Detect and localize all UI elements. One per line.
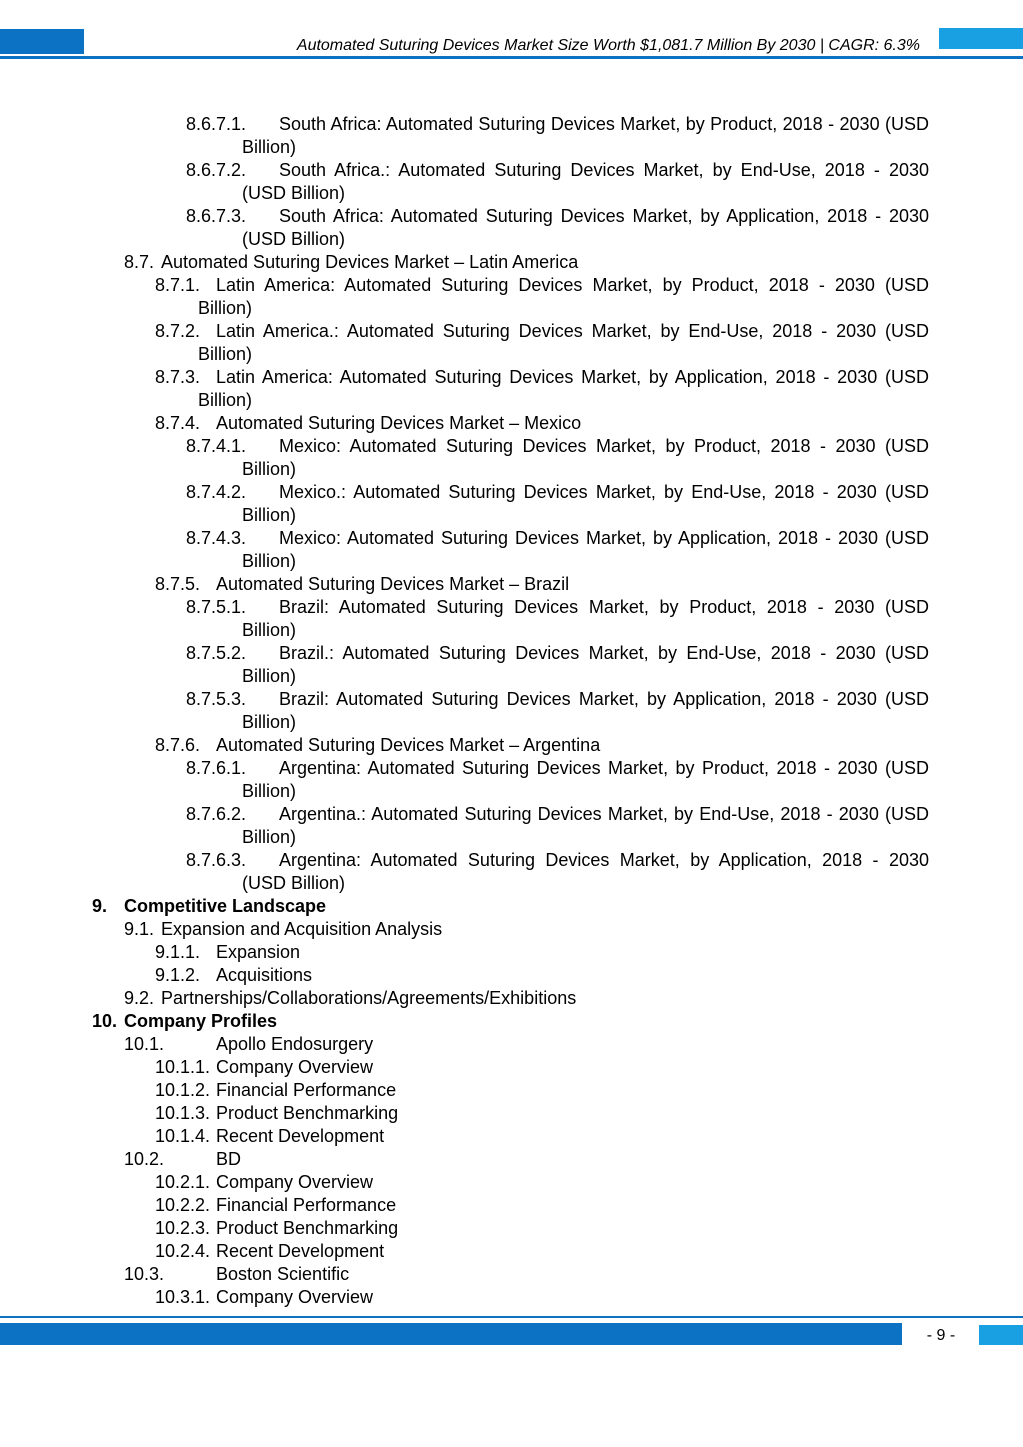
toc-entry-number: 10. — [92, 1011, 118, 1031]
toc-entry-number: 8.7.1. — [155, 275, 201, 295]
footer-accent-block-right — [979, 1325, 1023, 1345]
toc-entry-title: Expansion and Acquisition Analysis — [161, 919, 443, 939]
toc-entry-title: Brazil: Automated Suturing Devices Market, by Application, 2018 - 2030 (USD Billion) — [242, 689, 929, 732]
toc-entry-title: Product Benchmarking — [216, 1103, 399, 1123]
toc-entry-title: Mexico.: Automated Suturing Devices Market, by End-Use, 2018 - 2030 (USD Billion) — [242, 482, 929, 525]
toc-entry-title: BD — [216, 1149, 242, 1169]
toc-entry-number: 8.7.4.1. — [186, 436, 247, 456]
toc-entry-title: Latin America: Automated Suturing Devices Market, by Product, 2018 - 2030 (USD Billion) — [198, 275, 929, 318]
toc-entry-title: Argentina: Automated Suturing Devices Market, by Product, 2018 - 2030 (USD Billion) — [242, 758, 929, 801]
toc-entry-number: 8.7. — [124, 252, 155, 272]
toc-entry-number: 8.7.6.3. — [186, 850, 247, 870]
toc-entry-title: Financial Performance — [216, 1080, 397, 1100]
toc-entry-title: Company Profiles — [124, 1011, 278, 1031]
toc-entry-number: 8.7.5.2. — [186, 643, 247, 663]
toc-entry-title: Acquisitions — [216, 965, 313, 985]
header-title: Automated Suturing Devices Market Size Worth $1,081.7 Million By 2030 | CAGR: 6.3% — [296, 37, 920, 54]
toc-entry-number: 9.2. — [124, 988, 155, 1008]
toc-entry-title: Competitive Landscape — [124, 896, 327, 916]
toc-entry-title: Boston Scientific — [216, 1264, 350, 1284]
toc-entry-number: 8.7.4.3. — [186, 528, 247, 548]
toc-entry-number: 8.7.6.2. — [186, 804, 247, 824]
toc-entry-number: 10.1. — [124, 1034, 165, 1054]
toc-entry-number: 8.6.7.3. — [186, 206, 247, 226]
toc-entry-title: Company Overview — [216, 1287, 374, 1307]
toc-entry-number: 8.7.2. — [155, 321, 201, 341]
toc-entry-title: Mexico: Automated Suturing Devices Market, by Application, 2018 - 2030 (USD Billion) — [242, 528, 929, 571]
toc-entry-number: 8.7.5.1. — [186, 597, 247, 617]
toc-entry-title: Expansion — [216, 942, 301, 962]
toc-entry-number: 10.2.4. — [155, 1241, 211, 1261]
toc-entry-title: Apollo Endosurgery — [216, 1034, 374, 1054]
toc-entry-title: Argentina: Automated Suturing Devices Market, by Application, 2018 - 2030 (USD Billion) — [242, 850, 929, 893]
page-number: - 9 - — [926, 1327, 956, 1344]
toc-entry-number: 9.1.2. — [155, 965, 201, 985]
toc-entry-title: Automated Suturing Devices Market – Latin America — [161, 252, 579, 272]
toc-entry-number: 10.1.4. — [155, 1126, 211, 1146]
toc-entry-title: Brazil: Automated Suturing Devices Market, by Product, 2018 - 2030 (USD Billion) — [242, 597, 929, 640]
toc-entry-title: Mexico: Automated Suturing Devices Market, by Product, 2018 - 2030 (USD Billion) — [242, 436, 929, 479]
toc-entry-title: Company Overview — [216, 1057, 374, 1077]
toc-entry-title: Automated Suturing Devices Market – Argentina — [216, 735, 601, 755]
toc-entry-title: Argentina.: Automated Suturing Devices Market, by End-Use, 2018 - 2030 (USD Billion) — [242, 804, 929, 847]
toc-entry-number: 8.7.5. — [155, 574, 201, 594]
toc-entry-title: Financial Performance — [216, 1195, 397, 1215]
toc-entry-title: Latin America: Automated Suturing Devices Market, by Application, 2018 - 2030 (USD Billion) — [198, 367, 929, 410]
toc-entry-title: South Africa: Automated Suturing Devices Market, by Product, 2018 - 2030 (USD Billion) — [242, 114, 929, 157]
toc-entry-title: Recent Development — [216, 1126, 385, 1146]
toc-entry-number: 10.3. — [124, 1264, 165, 1284]
toc-entry-number: 8.7.4. — [155, 413, 201, 433]
toc-entry-title: Recent Development — [216, 1241, 385, 1261]
toc-entry-number: 10.2.3. — [155, 1218, 211, 1238]
toc-entry-title: Automated Suturing Devices Market – Brazil — [216, 574, 570, 594]
toc-entry-number: 9.1. — [124, 919, 155, 939]
toc-entry-title: Product Benchmarking — [216, 1218, 399, 1238]
toc-entry-title: Latin America.: Automated Suturing Devices Market, by End-Use, 2018 - 2030 (USD Billion) — [198, 321, 929, 364]
toc-entry-title: South Africa: Automated Suturing Devices Market, by Application, 2018 - 2030 (USD Billion) — [242, 206, 929, 249]
toc-entry-number: 9.1.1. — [155, 942, 201, 962]
toc-entry-number: 10.2.1. — [155, 1172, 211, 1192]
toc-entry-number: 8.7.4.2. — [186, 482, 247, 502]
toc-entry-number: 8.6.7.1. — [186, 114, 247, 134]
toc-entry-number: 10.1.2. — [155, 1080, 211, 1100]
toc-entry-number: 10.2.2. — [155, 1195, 211, 1215]
toc-entry-title: Brazil.: Automated Suturing Devices Market, by End-Use, 2018 - 2030 (USD Billion) — [242, 643, 929, 686]
toc-entry-number: 8.7.3. — [155, 367, 201, 387]
toc-entry-title: South Africa.: Automated Suturing Devices Market, by End-Use, 2018 - 2030 (USD Billion) — [242, 160, 929, 203]
footer-divider — [0, 1316, 1023, 1318]
toc-entry-title: Automated Suturing Devices Market – Mexico — [216, 413, 582, 433]
toc-entry-number: 8.7.6.1. — [186, 758, 247, 778]
toc-entry-number: 10.2. — [124, 1149, 165, 1169]
footer-bar — [0, 1323, 902, 1345]
toc-entry-number: 8.7.6. — [155, 735, 201, 755]
toc-entry-title: Partnerships/Collaborations/Agreements/Exhibitions — [161, 988, 577, 1008]
toc-entry-title: Company Overview — [216, 1172, 374, 1192]
toc-entry-number: 8.6.7.2. — [186, 160, 247, 180]
toc-entry-number: 10.1.3. — [155, 1103, 211, 1123]
toc-entry-number: 9. — [92, 896, 108, 916]
toc-entry-number: 10.1.1. — [155, 1057, 211, 1077]
toc-entry-number: 8.7.5.3. — [186, 689, 247, 709]
toc-entry-number: 10.3.1. — [155, 1287, 211, 1307]
